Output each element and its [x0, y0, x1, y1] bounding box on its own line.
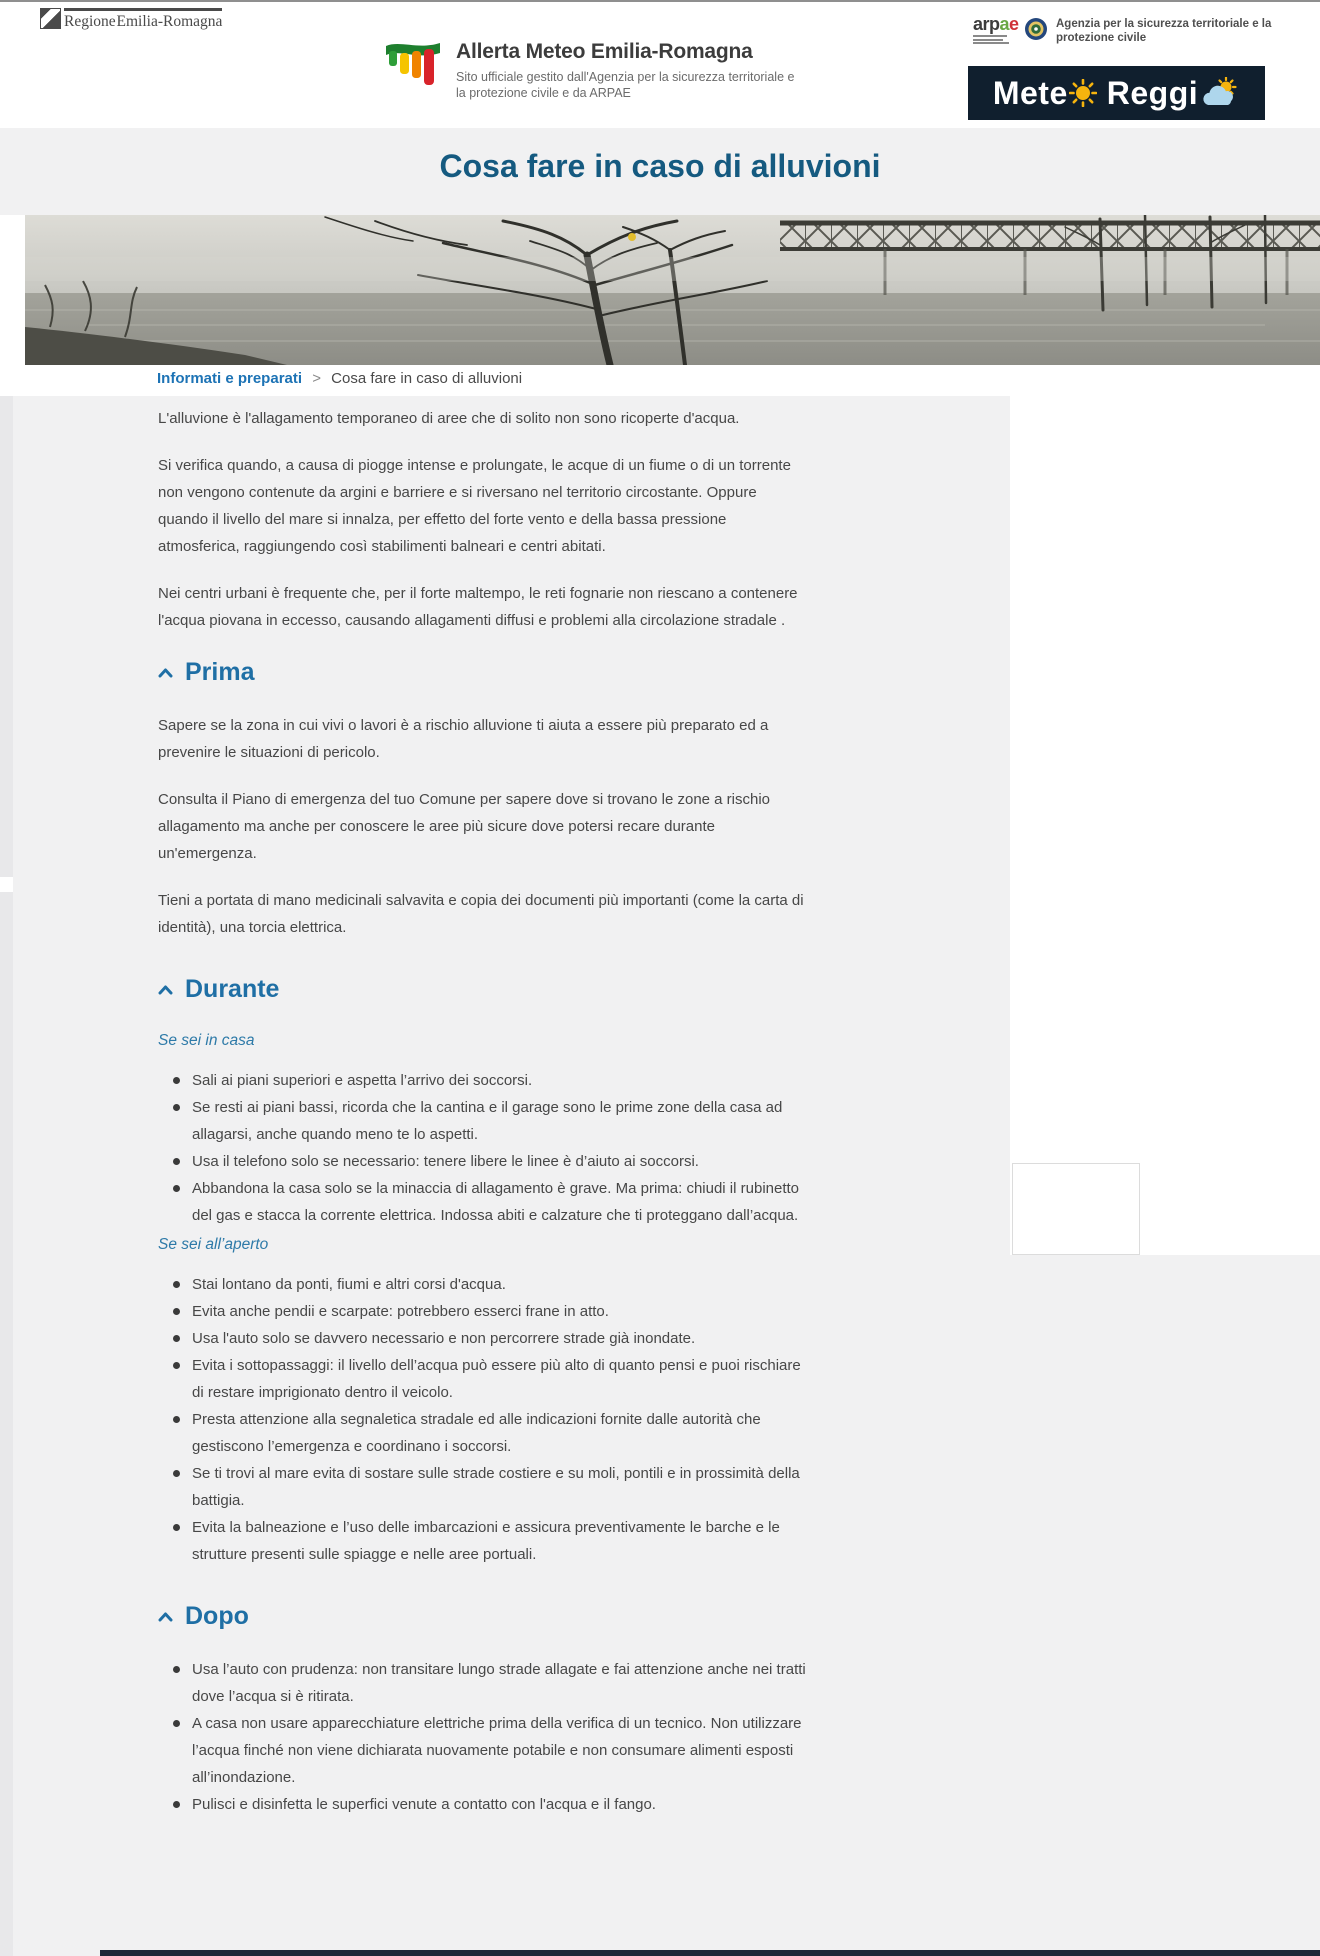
breadcrumb-band [0, 365, 1320, 396]
allerta-meteo-logo[interactable] [384, 38, 794, 101]
regione-logo-text: Regione Emilia-Romagna [64, 13, 223, 30]
arpae-text-dark: arp [973, 14, 1000, 34]
banner-word-reggio: Reggi [1106, 74, 1199, 111]
page-title: Cosa fare in caso di alluvioni [439, 148, 881, 184]
meteo-reggio-banner[interactable] [968, 66, 1265, 120]
list-item: Usa il telefono solo se necessario: tenere libere le linee è d’aiuto ai soccorsi. [158, 1148, 806, 1175]
chevron-up-icon [158, 1611, 173, 1622]
list-item: Se resti ai piani bassi, ricorda che la cantina e il garage sono le prime zone della casa ad allagarsi, anche quando meno te lo aspetti. [158, 1094, 806, 1148]
section-heading-durante[interactable] [158, 971, 810, 1007]
list-item: Pulisci e disinfetta le superfici venute a contatto con l'acqua e il fango. [158, 1791, 806, 1818]
list-item: Usa l'auto solo se davvero necessario e non percorrere strade già inondate. [158, 1325, 806, 1352]
agency-name-line2: protezione civile [1056, 31, 1147, 44]
dopo-list [158, 1656, 810, 1818]
intro-paragraph: Si verifica quando, a causa di piogge intense e prolungate, le acque di un fiume o di un torrente non vengono contenute da argini e barriere e si riversano nel territorio circostante. Oppure quando il livello del mare si innalza, per effetto del forte vento e della bassa pressione atmosferica, raggiungendo così stabilimenti balneari e centri abitati. [158, 457, 791, 555]
agency-name-line1: Agenzia per la sicurezza territoriale e la [1056, 18, 1272, 30]
durante-casa-list [158, 1067, 810, 1229]
list-item: Usa l’auto con prudenza: non transitare lungo strade allagate e fai attenzione anche nei tratti dove l’acqua si è ritirata. [158, 1656, 806, 1710]
list-item: Sali ai piani superiori e aspetta l’arrivo dei soccorsi. [158, 1067, 806, 1094]
subheading-se-sei-in-casa: Se sei in casa [158, 1032, 255, 1049]
regione-logo-rule [64, 8, 222, 11]
arpae-text-green: a [999, 14, 1010, 34]
list-item: Presta attenzione alla segnaletica stradale ed alle indicazioni fornite dalle autorità che gestiscono l’emergenza e coordinano i soccorsi. [158, 1406, 806, 1460]
breadcrumb-current: Cosa fare in caso di alluvioni [331, 370, 523, 387]
subheading-se-sei-allaperto: Se sei all’aperto [158, 1236, 269, 1253]
right-side-box [1012, 1163, 1140, 1255]
protezione-civile-emblem-icon [1024, 17, 1048, 46]
chevron-up-icon [158, 984, 173, 995]
prima-paragraph: Tieni a portata di mano medicinali salvavita e copia dei documenti più importanti (come la carta di identità), una torcia elettrica. [158, 892, 804, 936]
list-item: Evita la balneazione e l’uso delle imbarcazioni e assicura preventivamente le barche e le strutture presenti sulle spiagge e nelle aree portuali. [158, 1514, 806, 1568]
section-title: Dopo [185, 1602, 249, 1630]
banner-word-meteo: Mete [992, 74, 1068, 111]
allerta-meteo-flag-icon [384, 38, 442, 90]
section-heading-dopo[interactable] [158, 1598, 810, 1634]
arpae-logo[interactable] [973, 15, 1019, 46]
durante-aperto-list [158, 1271, 810, 1568]
breadcrumb-separator: > [312, 370, 321, 387]
breadcrumb-link-informati[interactable]: Informati e preparati [157, 370, 303, 387]
hero-image [25, 215, 1320, 365]
prima-paragraph: Sapere se la zona in cui vivi o lavori è a rischio alluvione ti aiuta a essere più preparato ed a prevenire le situazioni di pericolo. [158, 717, 769, 761]
section-title: Prima [185, 658, 255, 686]
footer-top-bar [100, 1950, 1320, 1956]
list-item: Abbandona la casa solo se la minaccia di allagamento è grave. Ma prima: chiudi il rubinetto del gas e stacca la corrente elettrica. Indossa abiti e calzature che ti proteggano dall’acqua. [158, 1175, 806, 1229]
sun-icon [1069, 79, 1097, 107]
list-item: Evita i sottopassaggi: il livello dell’acqua può essere più alto di quanto pensi e puoi rischiare di restare imprigionato dentro il veicolo. [158, 1352, 806, 1406]
list-item: Stai lontano da ponti, fiumi e altri corsi d'acqua. [158, 1271, 806, 1298]
chevron-up-icon [158, 667, 173, 678]
section-title: Durante [185, 975, 280, 1003]
intro-paragraph: Nei centri urbani è frequente che, per il forte maltempo, le reti fognarie non riescano a contenere l'acqua piovana in eccesso, causando allagamenti diffusi e problemi alla circolazione stradale . [158, 585, 798, 629]
regione-logo-icon [40, 8, 61, 29]
page-title-band [0, 128, 1320, 215]
section-heading-prima[interactable] [158, 654, 810, 690]
sun-cloud-icon [1199, 77, 1239, 109]
light-dot [628, 233, 636, 241]
left-edge-strip [0, 396, 13, 1956]
right-white-area [1010, 396, 1320, 1255]
site-title: Allerta Meteo Emilia-Romagna [456, 40, 753, 63]
breadcrumb [157, 370, 522, 387]
site-subtitle-line1: Sito ufficiale gestito dall'Agenzia per la sicurezza territoriale e [456, 70, 795, 84]
site-subtitle-line2: la protezione civile e da ARPAE [456, 86, 631, 100]
article-body [158, 405, 810, 1818]
site-subtitle [456, 69, 794, 101]
prima-paragraph: Consulta il Piano di emergenza del tuo Comune per sapere dove si trovano le zone a rischio allagamento ma anche per conoscere le aree più sicure dove potersi recare durante un'emergenza. [158, 791, 771, 862]
list-item: A casa non usare apparecchiature elettriche prima della verifica di un tecnico. Non utilizzare l’acqua finché non viene dichiarata nuovamente potabile e non consumare alimenti esposti all’inondazione. [158, 1710, 806, 1791]
arpae-text-red: e [1009, 14, 1019, 34]
intro-paragraph: L'alluvione è l'allagamento temporaneo di aree che di solito non sono ricoperte d'acqua. [158, 410, 740, 427]
site-header [0, 2, 1320, 128]
regione-emilia-romagna-logo[interactable] [40, 8, 222, 31]
agency-name [1056, 18, 1271, 45]
arpae-tagline-lines [973, 35, 1019, 44]
list-item: Evita anche pendii e scarpate: potrebbero esserci frane in atto. [158, 1298, 806, 1325]
list-item: Se ti trovi al mare evita di sostare sulle strade costiere e su moli, pontili e in prossimità della battigia. [158, 1460, 806, 1514]
